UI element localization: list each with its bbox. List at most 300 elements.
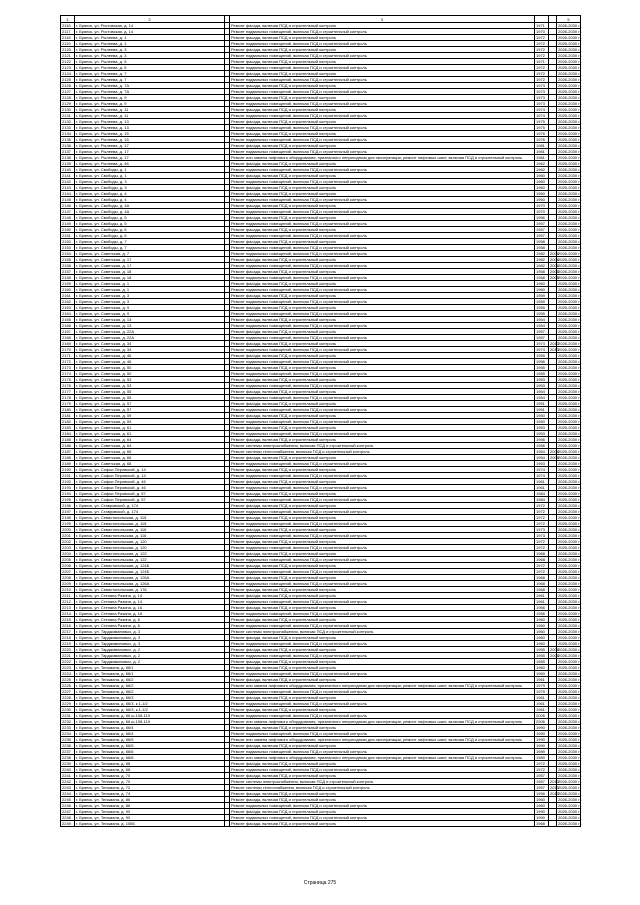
cell-row-number: 2220 [61,647,75,653]
cell-build-year: 1960 [535,173,549,179]
cell-work-type: Ремонт фасада, включая ПСД и строительный контроль [230,809,535,815]
cell-row-number: 2172 [61,359,75,365]
cell-period: 2026-2030 гг. [558,623,582,628]
cell-period: 2026-2030 гг. [558,305,582,310]
cell-build-year: 1972 [535,509,549,515]
cell-period: 2026-2030 гг. [558,263,582,268]
cell-row-number: 2224 [61,671,75,677]
cell-build-year: 1961 [535,593,549,599]
cell-address: г. Брянск, ул. Тельмана, д. 66/3 [75,695,225,701]
cell-address: г. Брянск, ул. Тельмана, д. 66/4 [75,725,225,731]
col-header: 1 [61,16,75,23]
cell-period: 2026-2030 гг. [558,665,582,670]
cell-build-year: 1958 [535,239,549,245]
cell-row-number: 2139 [61,161,75,167]
cell-address: г. Брянск, ул. Свободы, д. 1 [75,173,225,179]
cell-row-number: 2193 [61,485,75,491]
cell-address: г. Брянск, ул. Севастопольская, д. 124Б [75,569,225,575]
cell-build-year: 1972 [535,545,549,551]
page-number: Страница 275 [303,880,337,886]
cell-period: 2026-2030 гг. [558,149,582,154]
cell-address: г. Брянск, ул. Советская, д. 46 [75,353,225,359]
cell-build-year: 1972 [535,569,549,575]
cell-build-year: 1972 [535,41,549,47]
cell-work-type: Ремонт фасада, включая ПСД и строительный контроль [230,23,535,29]
cell-address: г. Брянск, ул. Свободы, д. 1 [75,167,225,173]
cell-build-year: 1972 [535,71,549,77]
cell-work-type: Ремонт фасада, включая ПСД и строительный контроль [230,617,535,623]
cell-address: г. Брянск, ул. Советская, д. 64 [75,437,225,443]
cell-period: 2026-2030 гг. [558,125,582,130]
cell-period: 2026-2030 гг. [558,239,582,244]
cell-address: г. Брянск, ул. Свободы, д. 4 [75,191,225,197]
cell-address: г. Брянск, ул. Свободы, д. 4А [75,203,225,209]
cell-row-number: 2223 [61,665,75,671]
cell-build-year: 1976 [535,137,549,143]
cell-row-number: 2209 [61,581,75,587]
cell-row-number: 2140 [61,167,75,173]
cell-row-number: 2150 [61,227,75,233]
cell-work-type: Ремонт подвальных помещений, включая ПСД и строительный контроль [230,245,535,251]
cell-build-year: 1989 [535,755,549,761]
cell-repair-year: 2006 [550,257,559,262]
cell-build-year: 1954 [535,317,549,323]
cell-row-number: 2122 [61,59,75,65]
cell-period: 2026-2030 гг. [558,41,582,46]
cell-row-number: 2198 [61,515,75,521]
cell-work-type: Ремонт фасада, включая ПСД и строительный контроль [230,677,535,683]
cell-work-type: Ремонт фасада, включая ПСД и строительный контроль [230,269,535,275]
cell-period: 2026-2030 гг. [558,365,582,370]
cell-row-number: 2208 [61,575,75,581]
cell-address: г. Брянск, ул. Советская, д. 18 [75,275,225,281]
cell-row-number: 2218 [61,635,75,641]
cell-build-year: 1957 [535,227,549,233]
cell-address: г. Брянск, ул. Рылеева, д. 13 [75,125,225,131]
cell-period: 2026-2030 гг. [558,713,582,718]
cell-period: 2026-2030 гг. [558,293,582,298]
cell-row-number: 2143 [61,185,75,191]
table-row [61,719,581,725]
cell-build-year: 1954 [535,449,549,455]
cell-row-number: 2212 [61,599,75,605]
cell-address: г. Брянск, ул. Рылеева, д. 1 [75,35,225,41]
cell-build-year: 1984 [535,497,549,503]
cell-address: г. Брянск, ул. Тарджимановых, д. 2 [75,647,225,653]
cell-address: г. Брянск, ул. Тарджимановых, д. 3 [75,635,225,641]
cell-address: г. Брянск, ул. Советская, д. 64 [75,443,225,449]
cell-build-year: 1956 [535,605,549,611]
cell-period: 2026-2030 гг. [558,527,582,532]
cell-address: г. Брянск, ул. Софьи Перовской, д. 57 [75,497,225,503]
cell-row-number: 2235 [61,737,75,743]
cell-build-year: 1982 [535,257,549,263]
cell-address: г. Брянск, ул. Свободы, д. 5 [75,221,225,227]
cell-period: 2026-2030 гг. [558,761,582,766]
cell-build-year: 1981 [535,155,549,161]
cell-build-year: 1960 [535,281,549,287]
cell-build-year: 1960 [535,179,549,185]
cell-build-year: 1960 [535,191,549,197]
cell-work-type: Ремонт фасада, включая ПСД и строительный контроль [230,725,535,731]
cell-address: г. Брянск, ул. Свободы, д. 3 [75,185,225,191]
column-number-row [61,16,581,23]
cell-build-year: 1953 [535,377,549,383]
cell-period: 2026-2030 гг. [558,773,582,778]
cell-work-type: Ремонт фасада, включая ПСД и строительный контроль [230,587,535,593]
cell-build-year: 1955 [535,311,549,317]
cell-work-type: Ремонт подвальных помещений, включая ПСД и строительный контроль [230,611,535,617]
cell-build-year: 1968 [535,581,549,587]
cell-address: г. Брянск, ул. Тельмана, д. 66/4 [75,731,225,737]
cell-row-number: 2125 [61,77,75,83]
cell-work-type: Ремонт фасада, включая ПСД и строительный контроль [230,593,535,599]
cell-work-type: Ремонт подвальных помещений, включая ПСД и строительный контроль [230,179,535,185]
cell-work-type: Ремонт или замена лифтового оборудования, признанного непригодным для эксплуатации, ремонт лифтовых шахт, включая ПСД и строительный контроль [230,683,535,689]
cell-period: 2026-2030 гг. [558,287,582,292]
cell-work-type: Ремонт фасада, включая ПСД и строительный контроль [230,305,535,311]
cell-build-year: 1953 [535,383,549,389]
cell-build-year: 1960 [535,797,549,803]
cell-period: 2026-2030 гг. [558,791,582,796]
cell-work-type: Ремонт фасада, включая ПСД и строительный контроль [230,647,535,653]
cell-address: г. Брянск, ул. Ставровской, д. 174 [75,509,225,515]
cell-work-type: Ремонт подвальных помещений, включая ПСД и строительный контроль [230,335,535,341]
cell-build-year: 1955 [535,305,549,311]
cell-row-number: 2165 [61,317,75,323]
cell-address: г. Брянск, ул. Тельмана, д. 86 [75,797,225,803]
cell-work-type: Ремонт подвальных помещений, включая ПСД и строительный контроль [230,137,535,143]
cell-period: 2026-2030 гг. [558,377,582,382]
cell-work-type: Ремонт подвальных помещений, включая ПСД и строительный контроль [230,689,535,695]
cell-address: г. Брянск, ул. Рылеева, д. 9 [75,101,225,107]
cell-address: г. Брянск, ул. Советская, д. 61 [75,431,225,437]
cell-work-type: Ремонт фасада, включая ПСД и строительный контроль [230,479,535,485]
cell-build-year: 1972 [535,503,549,509]
cell-period: 2026-2030 гг. [558,503,582,508]
cell-row-number: 2175 [61,377,75,383]
cell-address: г. Брянск, ул. Софьи Перовской, д. 46 [75,479,225,485]
cell-row-number: 2156 [61,263,75,269]
cell-work-type: Ремонт подвальных помещений, включая ПСД и строительный контроль [230,89,535,95]
cell-period: 2026-2030 гг. [558,515,582,520]
cell-row-number: 2214 [61,611,75,617]
cell-address: г. Брянск, ул. Советская, д. 13 [75,323,225,329]
cell-work-type: Ремонт фасада, включая ПСД и строительный контроль [230,71,535,77]
cell-period: 2026-2030 гг. [558,737,582,742]
cell-address: г. Брянск, ул. Севастопольская, д. 126А [75,575,225,581]
cell-build-year: 1968 [535,587,549,593]
cell-period: 2026-2030 гг. [558,785,582,790]
cell-period: 2026-2030 гг. [558,779,582,784]
cell-address: г. Брянск, ул. Степана Разина, д. 8 [75,617,225,623]
cell-period: 2026-2030 гг. [558,329,582,334]
cell-build-year: 1961 [535,485,549,491]
cell-row-number: 2184 [61,431,75,437]
cell-build-year: 1990 [535,725,549,731]
cell-work-type: Ремонт подвальных помещений, включая ПСД и строительный контроль [230,581,535,587]
cell-work-type: Ремонт подвальных помещений, включая ПСД и строительный контроль [230,671,535,677]
cell-build-year: 1990 [535,737,549,743]
cell-address: г. Брянск, ул. Тельмана, д. 90 [75,815,225,821]
cell-period: 2026-2030 гг. [558,569,582,574]
cell-build-year: 1990 [535,731,549,737]
cell-build-year: 1960 [535,635,549,641]
cell-period: 2026-2030 гг. [558,815,582,820]
cell-period: 2026-2030 гг. [558,29,582,34]
cell-work-type: Ремонт подвальных помещений, включая ПСД и строительный контроль [230,509,535,515]
cell-row-number: 2171 [61,353,75,359]
cell-period: 2026-2030 гг. [558,821,582,826]
cell-work-type: Ремонт подвальных помещений, включая ПСД и строительный контроль [230,251,535,257]
cell-period: 2026-2030 гг. [558,485,582,490]
cell-build-year: 1970 [535,209,549,215]
cell-work-type: Ремонт фасада, включая ПСД и строительный контроль [230,503,535,509]
cell-row-number: 2131 [61,113,75,119]
cell-address: г. Брянск, ул. Тельмана, д. 66/2 [75,677,225,683]
cell-build-year: 1972 [535,563,549,569]
cell-period: 2026-2030 гг. [558,353,582,358]
cell-row-number: 2187 [61,449,75,455]
cell-work-type: Ремонт подвальных помещений, включая ПСД и строительный контроль [230,767,535,773]
cell-address: г. Брянск, ул. Ростовская, д. 14 [75,29,225,35]
cell-address: г. Брянск, ул. Рылеева, д. 11 [75,107,225,113]
table-row [61,821,581,827]
cell-row-number: 2133 [61,125,75,131]
cell-row-number: 2222 [61,659,75,665]
cell-work-type: Ремонт системы теплоснабжения, включая ПСД и строительный контроль [230,449,535,455]
cell-address: г. Брянск, ул. Свободы, д. 6 [75,233,225,239]
cell-row-number: 2216 [61,623,75,629]
cell-period: 2026-2030 гг. [558,497,582,502]
cell-build-year: 1972 [535,35,549,41]
cell-address: г. Брянск, ул. Тарджимановых, д. 3 [75,641,225,647]
cell-address: г. Брянск, ул. Тельмана, д. 66/3, к.1-1/2 [75,701,225,707]
cell-build-year: 1960 [535,803,549,809]
cell-row-number: 2145 [61,197,75,203]
cell-row-number: 2160 [61,287,75,293]
cell-work-type: Ремонт подвальных помещений, включая ПСД и строительный контроль [230,803,535,809]
cell-period: 2026-2030 гг. [558,557,582,562]
cell-row-number: 2178 [61,395,75,401]
cell-period: 2026-2030 гг. [558,437,582,442]
cell-work-type: Ремонт фасада, включая ПСД и строительный контроль [230,455,535,461]
cell-build-year: 1957 [535,233,549,239]
cell-work-type: Ремонт фасада, включая ПСД и строительный контроль [230,635,535,641]
cell-build-year: 1957 [535,779,549,785]
cell-work-type: Ремонт или замена лифтового оборудования, признанного непригодным для эксплуатации, ремонт лифтовых шахт, включая ПСД и строительный контроль [230,755,535,761]
cell-work-type: Ремонт фасада, включая ПСД и строительный контроль [230,743,535,749]
cell-build-year: 1957 [535,773,549,779]
cell-build-year: 1972 [535,761,549,767]
cell-row-number: 2126 [61,83,75,89]
cell-period: 2026-2030 гг. [558,251,582,256]
cell-period: 2026-2030 гг. [558,215,582,220]
cell-address: г. Брянск, ул. Софьи Перовской, д. 57 [75,491,225,497]
cell-row-number: 2142 [61,179,75,185]
cell-address: г. Брянск, ул. Севастопольская, д. 122 [75,551,225,557]
cell-address: г. Брянск, ул. Советская, д. 17 [75,263,225,269]
cell-build-year: 1973 [535,83,549,89]
cell-work-type: Ремонт подвальных помещений, включая ПСД и строительный контроль [230,557,535,563]
cell-period: 2026-2030 гг. [558,629,582,634]
cell-address: г. Брянск, ул. Советская, д. 13 [75,317,225,323]
cell-build-year: 1956 [535,215,549,221]
cell-row-number: 2233 [61,725,75,731]
cell-address: г. Брянск, ул. Рылеева, д. 7 [75,71,225,77]
cell-address: г. Брянск, ул. Советская, д. 55 [75,395,225,401]
cell-build-year: 1961 [535,677,549,683]
cell-work-type: Ремонт подвальных помещений, включая ПСД и строительный контроль [230,521,535,527]
cell-build-year: 1958 [535,269,549,275]
cell-build-year: 1970 [535,203,549,209]
cell-period: 2026-2030 гг. [558,809,582,814]
cell-period: 2026-2030 гг. [558,425,582,430]
cell-period: 2026-2030 гг. [558,227,582,232]
cell-row-number: 2240 [61,767,75,773]
cell-period: 2026-2030 гг. [558,401,582,406]
cell-period: 2026-2030 гг. [558,119,582,124]
cell-build-year: 1961 [535,599,549,605]
cell-build-year: 1972 [535,53,549,59]
cell-build-year: 1974 [535,107,549,113]
cell-address: г. Брянск, ул. Степана Разина, д. 16 [75,605,225,611]
cell-build-year: 1979 [535,683,549,689]
cell-repair-year: 2013 [550,779,559,784]
cell-row-number: 2170 [61,347,75,353]
cell-build-year: 1976 [535,131,549,137]
cell-build-year: 1968 [535,557,549,563]
cell-row-number: 2242 [61,779,75,785]
col-header [549,16,557,23]
cell-period: 2026-2030 гг. [558,683,582,688]
cell-address: г. Брянск, ул. Рылеева, д. 17 [75,149,225,155]
cell-period: 2026-2030 гг. [558,611,582,616]
cell-period: 2026-2030 гг. [558,101,582,106]
cell-period: 2026-2030 гг. [558,131,582,136]
cell-build-year: 1960 [535,641,549,647]
cell-build-year: 1984 [535,491,549,497]
cell-address: г. Брянск, ул. Севастопольская, д. 120 [75,539,225,545]
cell-row-number: 2232 [61,719,75,725]
cell-work-type: Ремонт фасада, включая ПСД и строительный контроль [230,47,535,53]
cell-work-type: Ремонт подвальных помещений, включая ПСД и строительный контроль [230,701,535,707]
cell-build-year: 1961 [535,695,549,701]
cell-address: г. Брянск, ул. Тельмана, д. 66/2 [75,683,225,689]
cell-build-year: 1953 [535,431,549,437]
cell-row-number: 2130 [61,107,75,113]
cell-row-number: 2155 [61,257,75,263]
cell-repair-year: 2008 [550,269,559,274]
cell-build-year: 1956 [535,611,549,617]
cell-build-year: 1981 [535,149,549,155]
cell-address: г. Брянск, ул. Советская, д. 1 [75,281,225,287]
cell-build-year: 2006 [535,713,549,719]
cell-work-type: Ремонт или замена лифтового оборудования, признанного непригодным для эксплуатации, ремонт лифтовых шахт, включая ПСД и строительный контроль [230,737,535,743]
cell-repair-year: 2013 [550,341,559,346]
cell-work-type: Ремонт фасада, включая ПСД и строительный контроль [230,83,535,89]
cell-row-number: 2191 [61,473,75,479]
cell-build-year: 1955 [535,365,549,371]
cell-address: г. Брянск, ул. Тельмана, д. 66/5 [75,743,225,749]
cell-row-number: 2119 [61,41,75,47]
cell-period: 2026-2030 гг. [558,449,582,454]
cell-address: г. Брянск, ул. Софьи Перовской, д. 46 [75,485,225,491]
cell-address: г. Брянск, ул. Рылеева, д. 3 [75,47,225,53]
cell-period: 2026-2030 гг. [558,281,582,286]
cell-address: г. Брянск, ул. Тельмана, д. 86 [75,803,225,809]
cell-build-year: 1972 [535,521,549,527]
cell-address: г. Брянск, ул. Тельмана, д. 66/6 [75,749,225,755]
cell-period: 2026-2030 гг. [558,371,582,376]
cell-build-year: 1973 [535,533,549,539]
cell-period: 2026-2030 гг. [558,191,582,196]
cell-address: г. Брянск, ул. Советская, д. 3 [75,299,225,305]
cell-address: г. Брянск, ул. Тарджимановых, д. 3 [75,629,225,635]
cell-work-type: Ремонт фасада, включая ПСД и строительный контроль [230,659,535,665]
cell-row-number: 2236 [61,743,75,749]
cell-period: 2026-2030 гг. [558,173,582,178]
cell-work-type: Ремонт подвальных помещений, включая ПСД и строительный контроль [230,221,535,227]
cell-build-year: 1973 [535,89,549,95]
cell-build-year: 1950 [535,419,549,425]
cell-address: г. Брянск, ул. Софьи Перовской, д. 14 [75,473,225,479]
cell-period: 2026-2030 гг. [558,551,582,556]
cell-build-year: 1956 [535,791,549,797]
cell-address: г. Брянск, ул. Свободы, д. 6 [75,227,225,233]
cell-period: 2026-2030 гг. [558,245,582,250]
cell-address: г. Брянск, ул. Советская, д. 3 [75,293,225,299]
cell-period: 2026-2030 гг. [558,47,582,52]
cell-period: 2026-2030 гг. [558,83,582,88]
cell-work-type: Ремонт подвальных помещений, включая ПСД и строительный контроль [230,53,535,59]
cell-work-type: Ремонт фасада, включая ПСД и строительный контроль [230,365,535,371]
cell-address: г. Брянск, ул. Советская, д. 66 [75,455,225,461]
cell-row-number: 2173 [61,365,75,371]
cell-period: 2026-2030 гг. [558,725,582,730]
cell-period: 2026-2030 гг. [558,413,582,418]
cell-build-year: 1957 [535,221,549,227]
cell-row-number: 2192 [61,479,75,485]
cell-period: 2026-2030 гг. [558,71,582,76]
cell-period: 2026-2030 гг. [558,395,582,400]
cell-address: г. Брянск, ул. Тельмана, д. 106Б [75,821,225,827]
cell-row-number: 2189 [61,461,75,467]
cell-period: 2026-2030 гг. [558,35,582,40]
cell-address: г. Брянск, ул. Тельмана, д. 70 [75,779,225,785]
col-header [535,16,549,23]
cell-work-type: Ремонт подвальных помещений, включая ПСД и строительный контроль [230,167,535,173]
cell-work-type: Ремонт фасада, включая ПСД и строительный контроль [230,191,535,197]
cell-build-year: 1974 [535,347,549,353]
cell-work-type: Ремонт подвальных помещений, включая ПСД и строительный контроль [230,149,535,155]
cell-row-number: 2146 [61,203,75,209]
cell-repair-year: 2006 [550,263,559,268]
cell-work-type: Ремонт фасада, включая ПСД и строительный контроль [230,491,535,497]
cell-work-type: Ремонт подвальных помещений, включая ПСД и строительный контроль [230,113,535,119]
cell-build-year: 1960 [535,185,549,191]
cell-address: г. Брянск, ул. Советская, д. 57 [75,407,225,413]
cell-work-type: Ремонт фасада, включая ПСД и строительный контроль [230,575,535,581]
cell-row-number: 2152 [61,239,75,245]
cell-build-year: 1960 [535,671,549,677]
cell-build-year: 1953 [535,461,549,467]
cell-address: г. Брянск, ул. Советская, д. 55 [75,389,225,395]
cell-work-type: Ремонт системы теплоснабжения, включая ПСД и строительный контроль [230,785,535,791]
cell-build-year: 1990 [535,815,549,821]
cell-address: г. Брянск, ул. Ставровской, д. 174 [75,503,225,509]
cell-work-type: Ремонт подвальных помещений, включая ПСД и строительный контроль [230,209,535,215]
